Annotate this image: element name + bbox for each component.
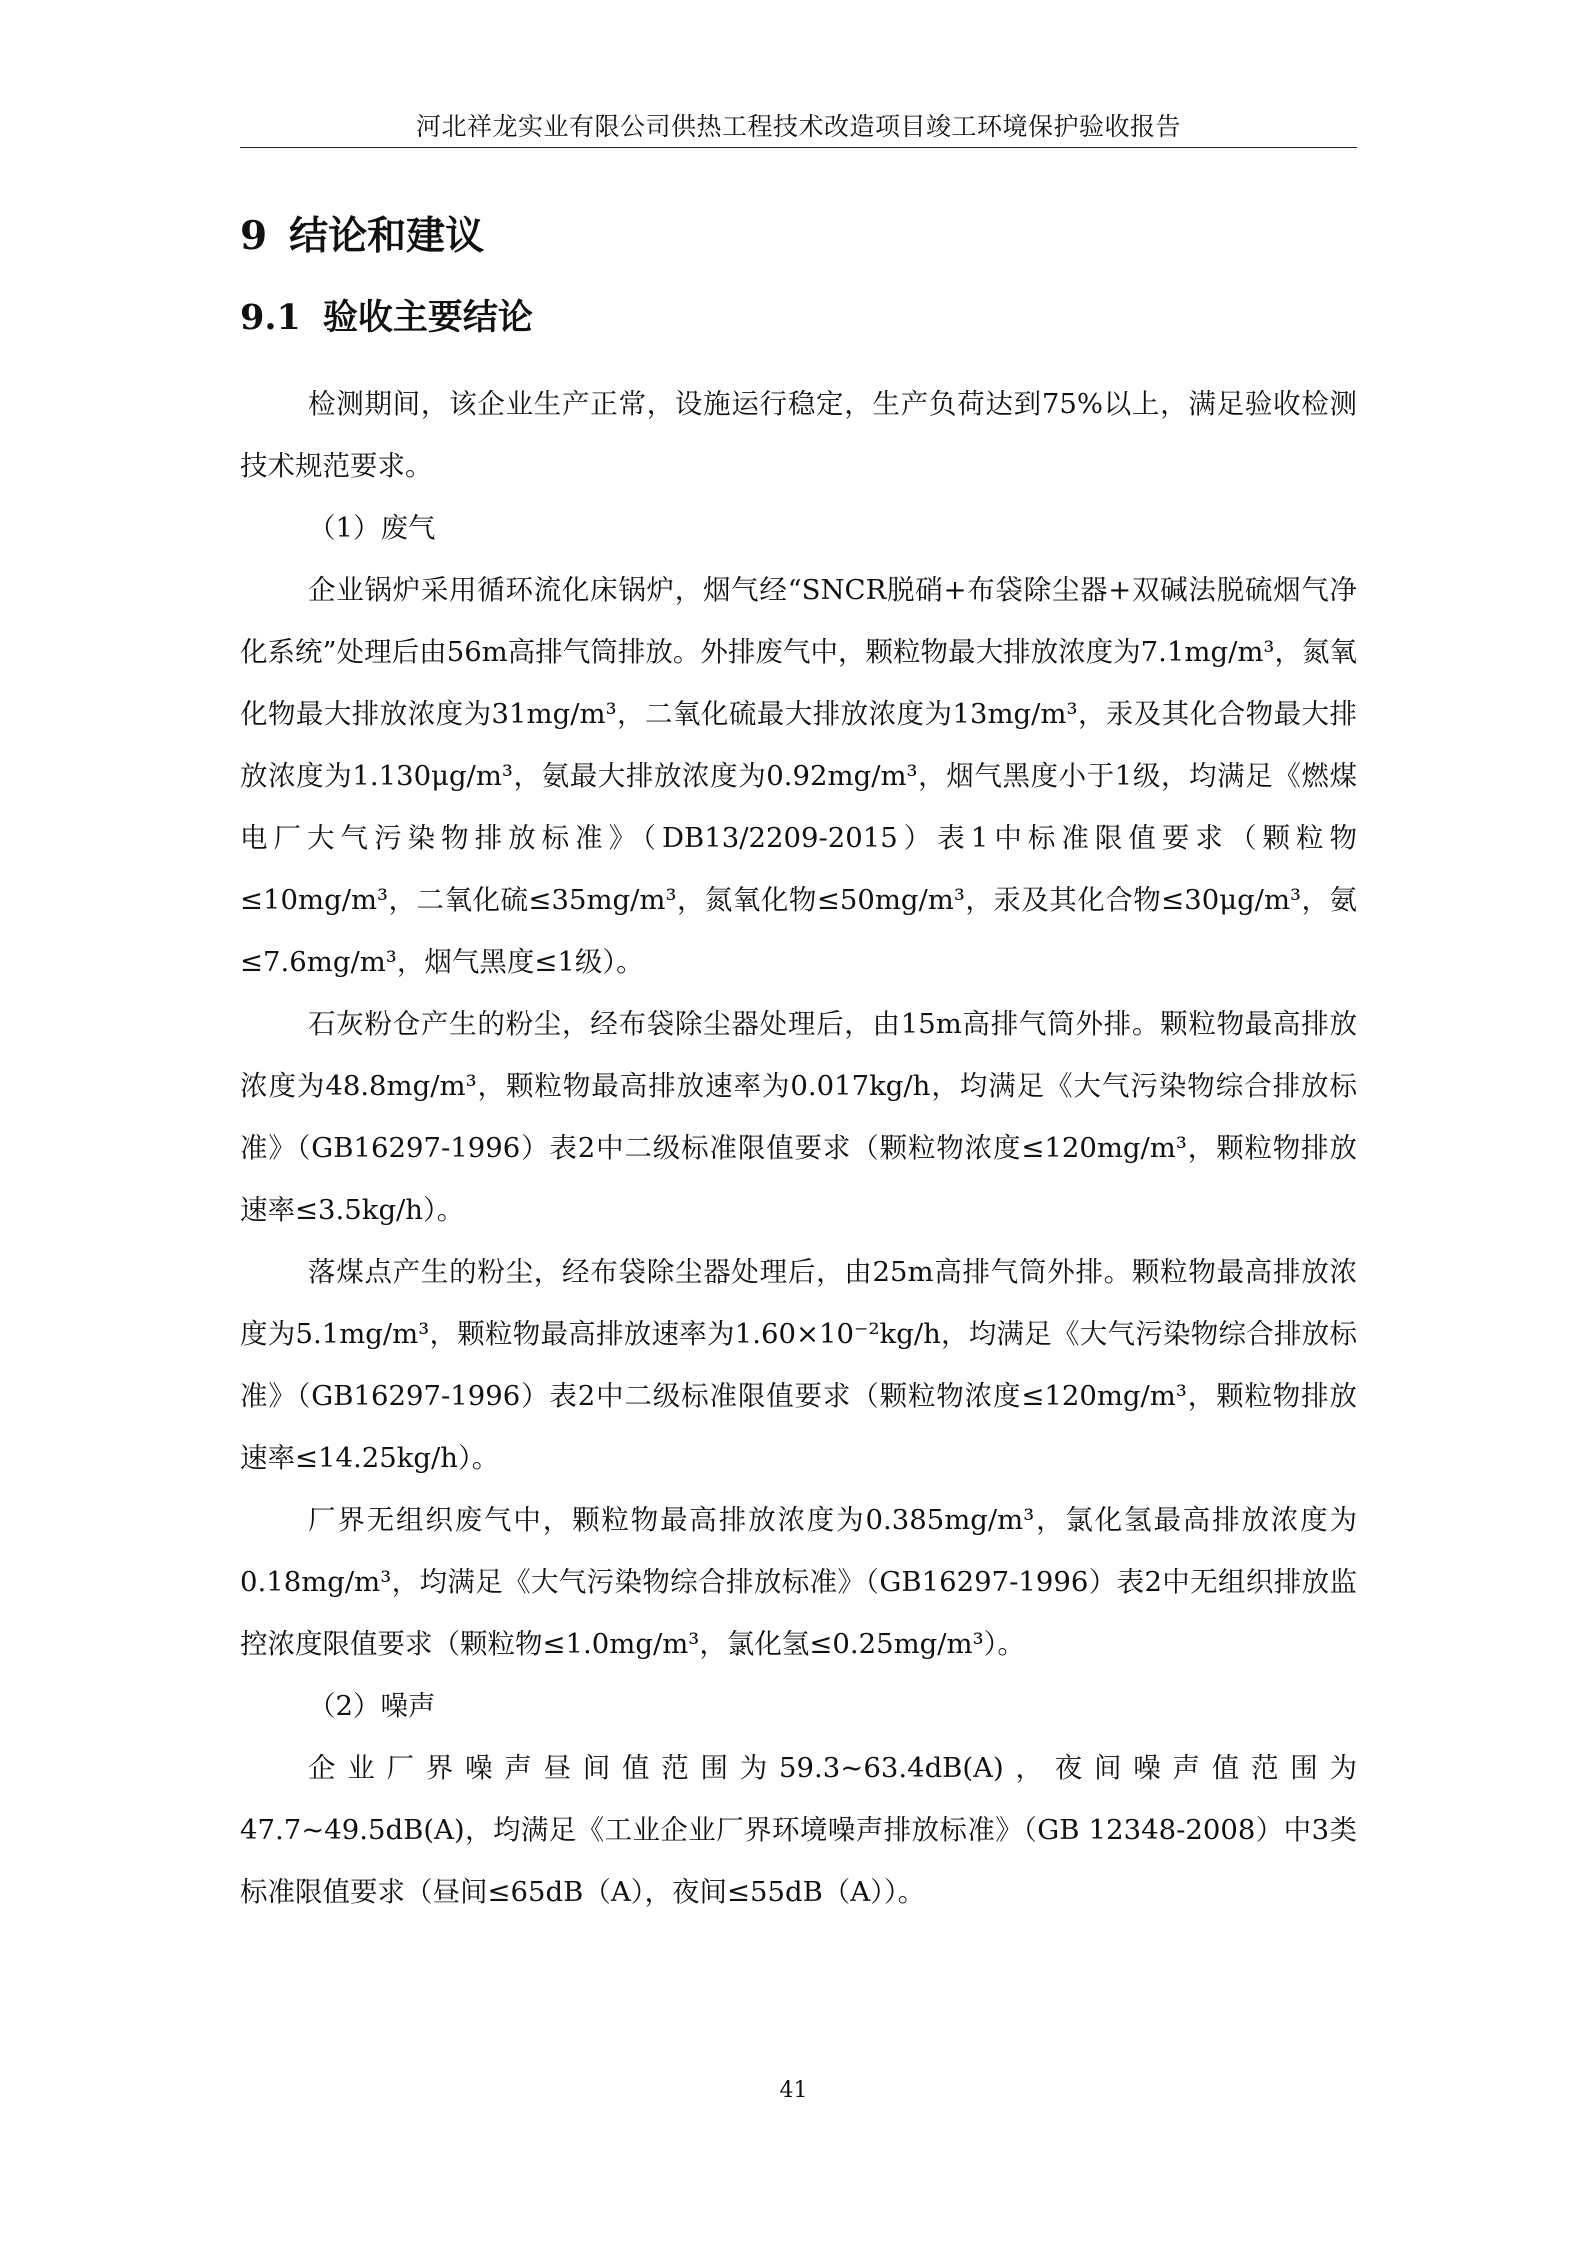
paragraph-coal-drop-dust: 落煤点产生的粉尘，经布袋除尘器处理后，由25m高排气筒外排。颗粒物最高排放浓度为5.1mg/m³，颗粒物最高排放速率为1.60×10⁻²kg/h，均满足《大气污染物综合排放标准》（GB16297-1996）表2中二级标准限值要求（颗粒物浓度≤120mg/m³，颗粒物排放速率≤14.25kg/h）。 [240, 1256, 1357, 1474]
chapter-heading [240, 208, 484, 264]
paragraph-noise: 企业厂界噪声昼间值范围为59.3~63.4dB(A)，夜间噪声值范围为47.7~49.5dB(A)，均满足《工业企业厂界环境噪声排放标准》（GB 12348-2008）中3类标准限值要求（昼间≤65dB（A），夜间≤55dB（A））。 [240, 1752, 1357, 1908]
section-heading [240, 292, 533, 344]
paragraph-fugitive-emissions: 厂界无组织废气中，颗粒物最高排放浓度为0.385mg/m³，氯化氢最高排放浓度为0.18mg/m³，均满足《大气污染物综合排放标准》（GB16297-1996）表2中无组织排放监控浓度限值要求（颗粒物≤1.0mg/m³，氯化氢≤0.25mg/m³）。 [240, 1504, 1357, 1660]
subheading-exhaust-gas: （1）废气 [308, 512, 436, 544]
page-number: 41 [779, 2078, 808, 2103]
section-number: 9.1 [240, 297, 301, 338]
section-title: 验收主要结论 [322, 297, 533, 338]
chapter-title: 结论和建议 [289, 213, 485, 259]
body-text [240, 373, 1357, 1923]
header-divider [240, 147, 1357, 148]
subheading-noise: （2）噪声 [308, 1690, 436, 1722]
paragraph-intro: 检测期间，该企业生产正常，设施运行稳定，生产负荷达到75%以上，满足验收检测技术规范要求。 [240, 388, 1357, 482]
chapter-number: 9 [240, 213, 268, 259]
paragraph-boiler-emissions: 企业锅炉采用循环流化床锅炉，烟气经“SNCR脱硝+布袋除尘器+双碱法脱硫烟气净化系统”处理后由56m高排气筒排放。外排废气中，颗粒物最大排放浓度为7.1mg/m³，氮氧化物最大排放浓度为31mg/m³，二氧化硫最大排放浓度为13mg/m³，汞及其化合物最大排放浓度为1.130μg/m³，氨最大排放浓度为0.92mg/m³，烟气黑度小于1级，均满足《燃煤电厂大气污染物排放标准》（DB13/2209-2015）表1中标准限值要求（颗粒物≤10mg/m³，二氧化硫≤35mg/m³，氮氧化物≤50mg/m³，汞及其化合物≤30μg/m³，氨≤7.6mg/m³，烟气黑度≤1级）。 [240, 574, 1357, 978]
running-header: 河北祥龙实业有限公司供热工程技术改造项目竣工环境保护验收报告 [415, 112, 1181, 141]
paragraph-lime-silo-dust: 石灰粉仓产生的粉尘，经布袋除尘器处理后，由15m高排气筒外排。颗粒物最高排放浓度为48.8mg/m³，颗粒物最高排放速率为0.017kg/h，均满足《大气污染物综合排放标准》（GB16297-1996）表2中二级标准限值要求（颗粒物浓度≤120mg/m³，颗粒物排放速率≤3.5kg/h）。 [240, 1008, 1357, 1226]
